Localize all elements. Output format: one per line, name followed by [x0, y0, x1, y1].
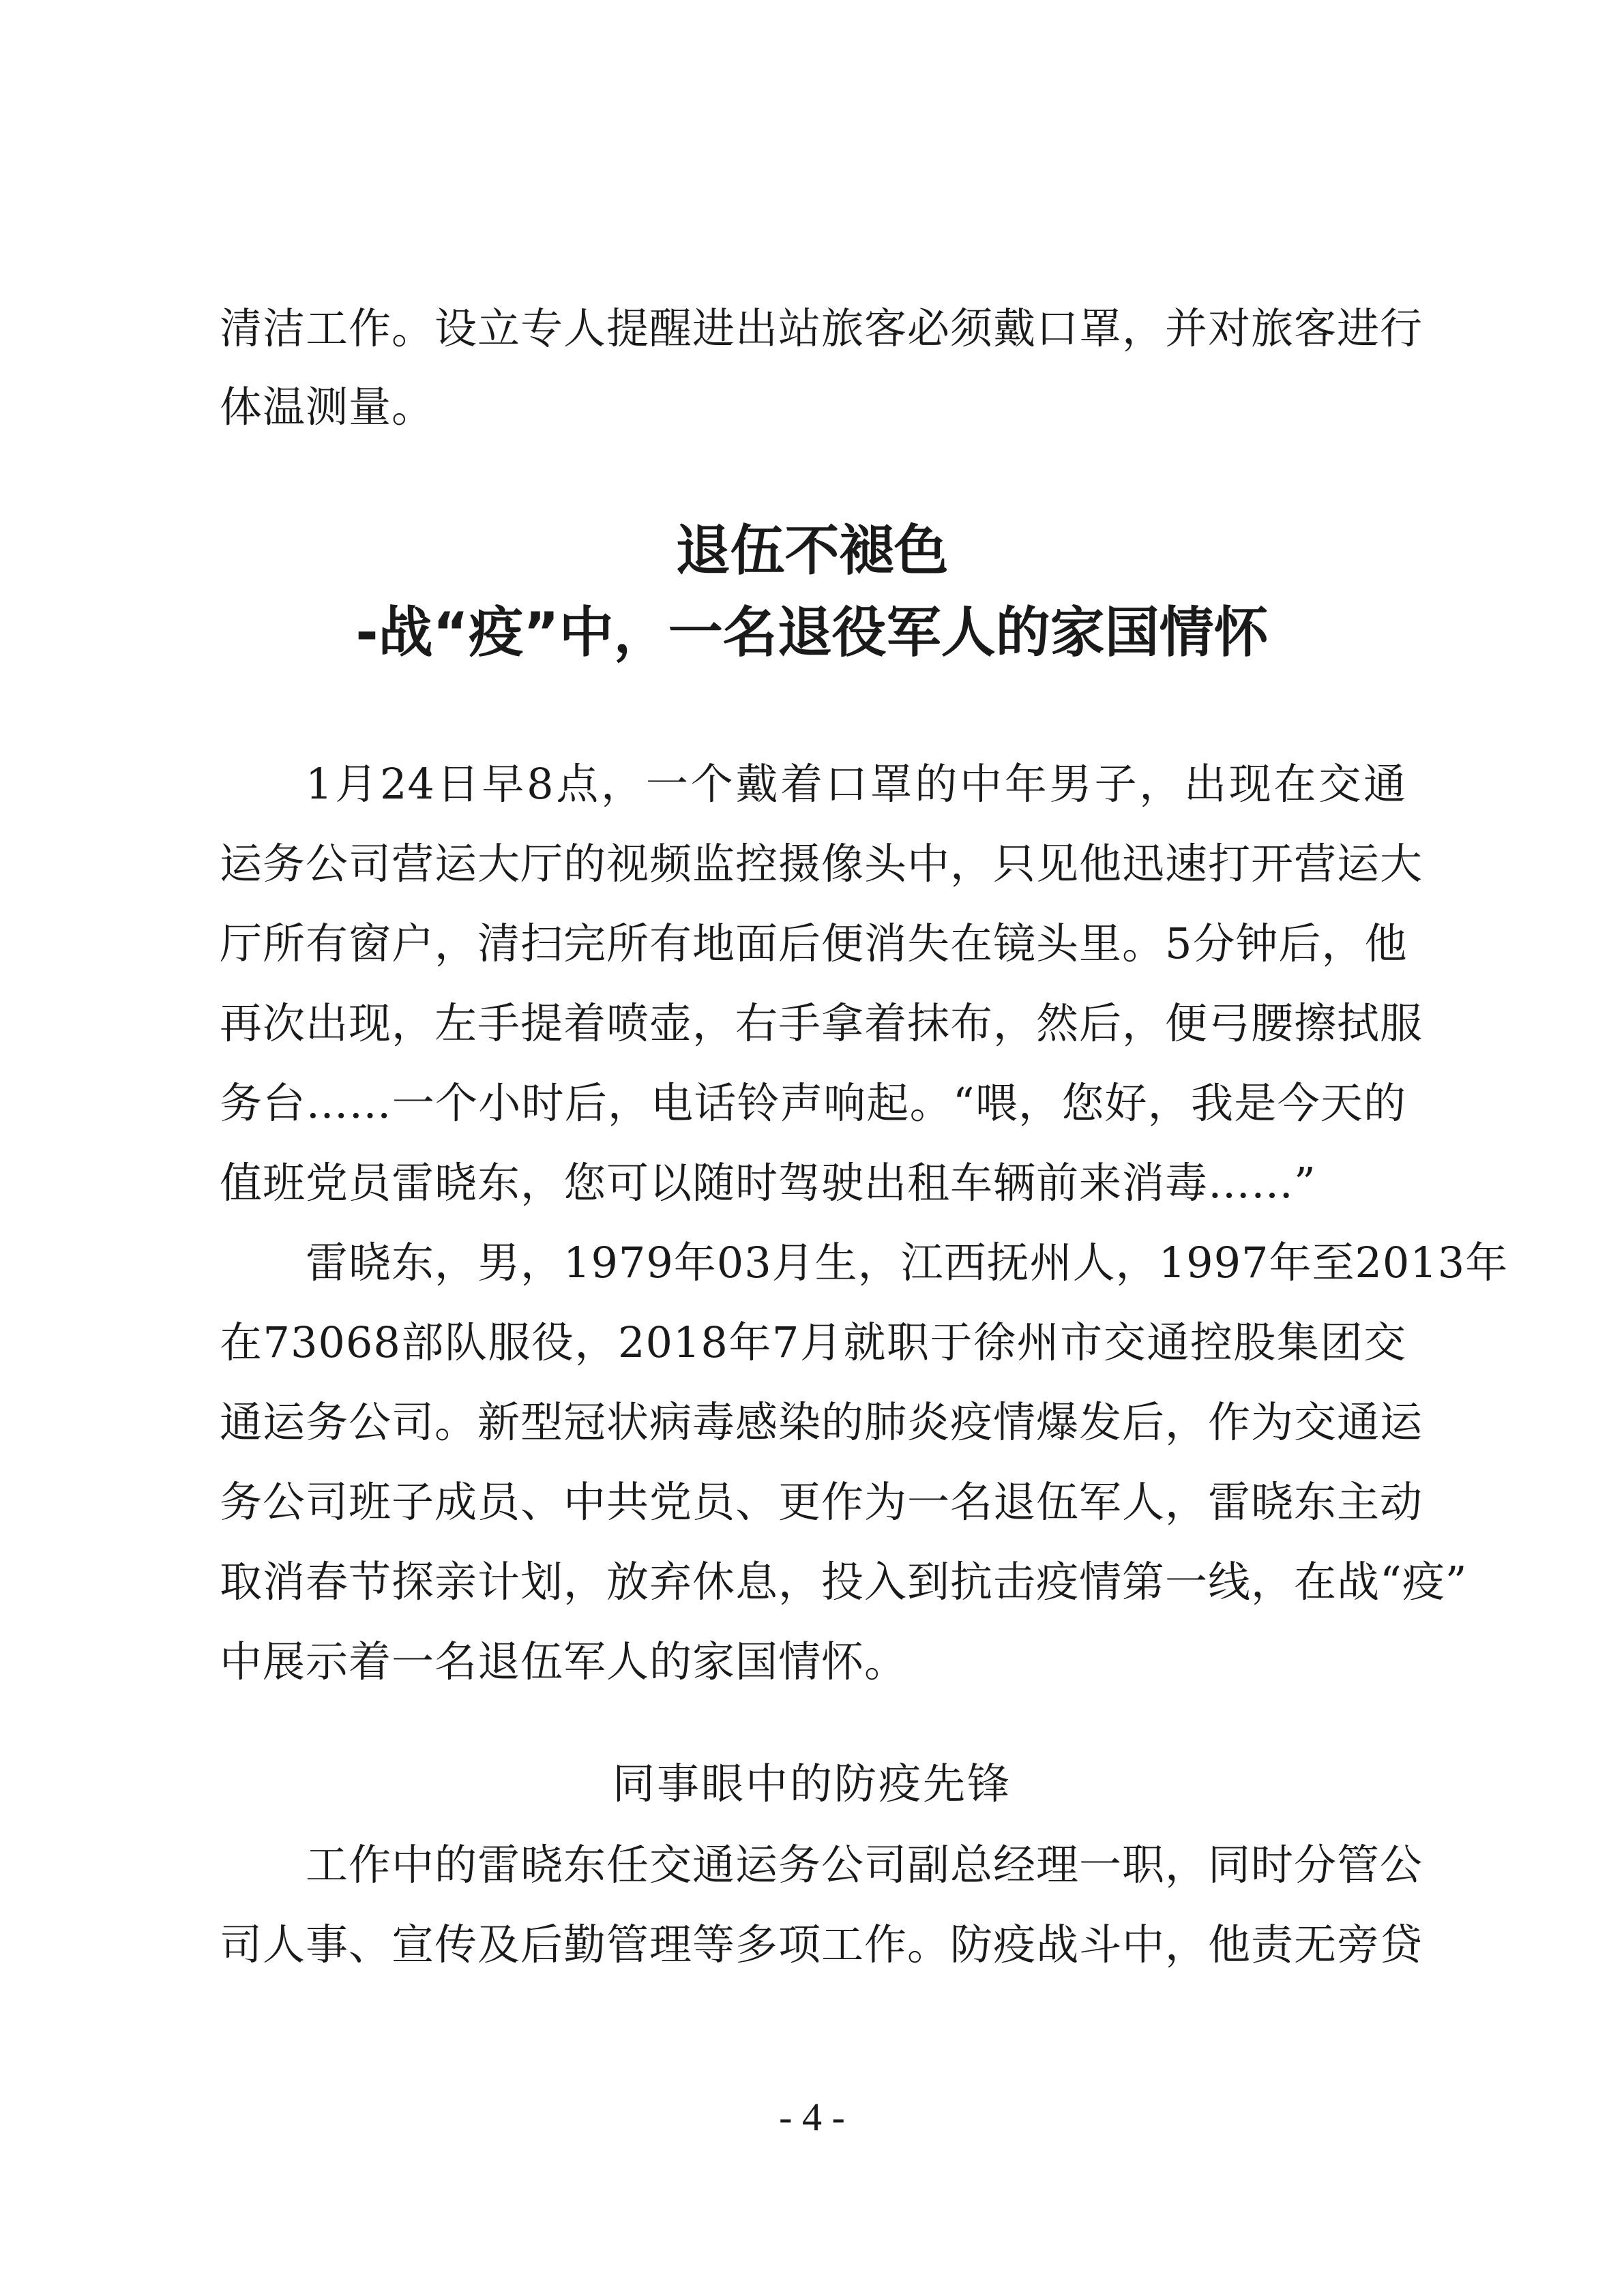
paragraph-1-line-4: 再次出现，左手提着喷壶，右手拿着抹布，然后，便弓腰擦拭服 — [220, 998, 1423, 1048]
article-subtitle: -战“疫”中，一名退役军人的家国情怀 — [355, 601, 1269, 664]
intro-line-1: 清洁工作。设立专人提醒进出站旅客必须戴口罩，并对旅客进行 — [220, 303, 1423, 353]
page-number: - 4 - — [779, 2095, 845, 2139]
paragraph-1-line-1: 1月24日早8点，一个戴着口罩的中年男子，出现在交通 — [306, 759, 1406, 809]
paragraph-1-line-3: 厅所有窗户，清扫完所有地面后便消失在镜头里。5分钟后，他 — [220, 919, 1408, 968]
paragraph-2-line-5: 取消春节探亲计划，放弃休息，投入到抗击疫情第一线，在战“疫” — [220, 1557, 1468, 1607]
paragraph-3-line-2: 司人事、宣传及后勤管理等多项工作。防疫战斗中，他责无旁贷 — [220, 1920, 1423, 1969]
paragraph-2-line-2: 在73068部队服役，2018年7月就职于徐州市交通控股集团交 — [220, 1317, 1406, 1367]
paragraph-3-line-1: 工作中的雷晓东任交通运务公司副总经理一职，同时分管公 — [306, 1840, 1423, 1890]
paragraph-2-line-3: 通运务公司。新型冠状病毒感染的肺炎疫情爆发后，作为交通运 — [220, 1397, 1423, 1447]
article-title: 退伍不褪色 — [675, 519, 949, 582]
paragraph-1-line-6: 值班党员雷晓东，您可以随时驾驶出租车辆前来消毒……” — [220, 1158, 1316, 1208]
paragraph-1-line-5: 务台……一个小时后，电话铃声响起。“喂，您好，我是今天的 — [220, 1078, 1406, 1128]
intro-line-2: 体温测量。 — [220, 382, 435, 432]
paragraph-2-line-6: 中展示着一名退伍军人的家国情怀。 — [220, 1637, 908, 1686]
section-heading: 同事眼中的防疫先锋 — [612, 1759, 1012, 1808]
paragraph-1-line-2: 运务公司营运大厅的视频监控摄像头中，只见他迅速打开营运大 — [220, 839, 1423, 889]
paragraph-2-line-4: 务公司班子成员、中共党员、更作为一名退伍军人，雷晓东主动 — [220, 1477, 1423, 1527]
paragraph-2-line-1: 雷晓东，男，1979年03月生，江西抚州人，1997年至2013年 — [306, 1238, 1509, 1287]
